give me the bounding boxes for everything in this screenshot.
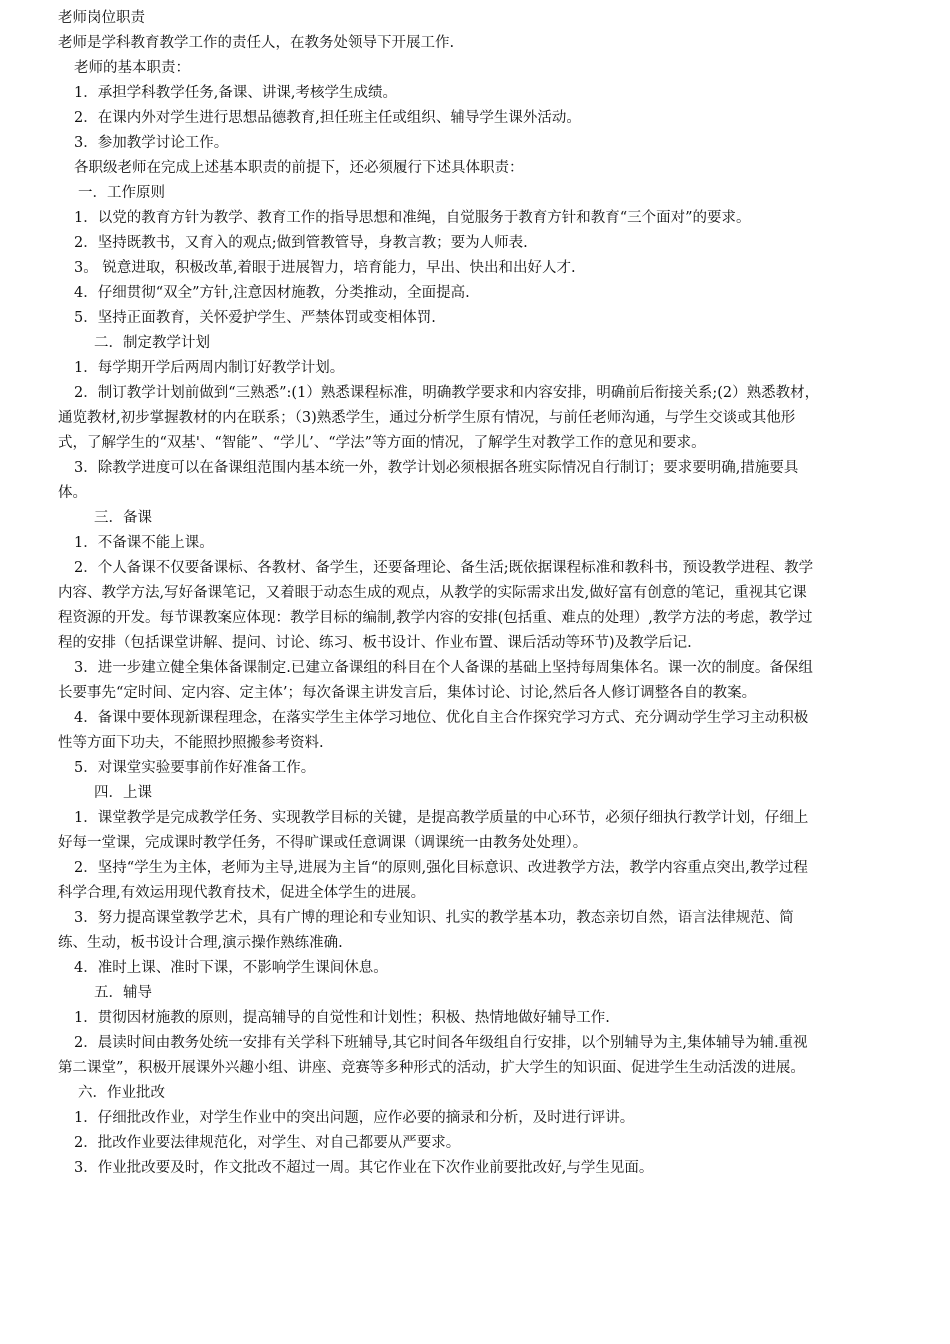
paragraph: 5．对课堂实验要事前作好准备工作。 <box>74 760 316 776</box>
section-heading: 五．辅导 <box>94 985 152 1001</box>
paragraph: 各职级老师在完成上述基本职责的前提下，还必须履行下述具体职责： <box>74 160 524 176</box>
section-heading: 一．工作原则 <box>78 185 165 201</box>
paragraph: 2．批改作业要法律规范化，对学生、对自己都要从严要求。 <box>74 1135 461 1151</box>
paragraph: 1．不备课不能上课。 <box>74 535 214 551</box>
paragraph: 3．作业批改要及时，作文批改不超过一周。其它作业在下次作业前要批改好,与学生见面。 <box>74 1160 654 1176</box>
paragraph: 3．进一步建立健全集体备课制定.已建立备课组的科目在个人备课的基础上坚持每周集体名。课一次的制度。备保组长要事先“定时间、定内容、定主体’；每次备课主讲发言后，集体讨论、讨论,然后各人修订调整各自的教案。 <box>58 660 813 701</box>
paragraph: 1．仔细批改作业，对学生作业中的突出问题，应作必要的摘录和分析，及时进行评讲。 <box>74 1110 635 1126</box>
paragraph: 1．承担学科教学任务,备课、讲课,考核学生成绩。 <box>74 85 397 101</box>
paragraph: 4．仔细贯彻“双全”方针,注意因材施教，分类推动，全面提高. <box>74 285 470 301</box>
paragraph: 5．坚持正面教育，关怀爱护学生、严禁体罚或变相体罚. <box>74 310 436 326</box>
section-heading: 二．制定教学计划 <box>94 335 210 351</box>
paragraph: 1．课堂教学是完成教学任务、实现教学目标的关键，是提高教学质量的中心环节，必须仔细执行教学计划，仔细上好每一堂课，完成课时教学任务，不得旷课或任意调课（调课统一由教务处处理）。 <box>58 810 809 851</box>
paragraph: 2．晨读时间由教务处统一安排有关学科下班辅导,其它时间各年级组自行安排，以个别辅导为主,集体辅导为辅.重视第二课堂”，积极开展课外兴趣小组、讲座、竞赛等多种形式的活动，扩大学生的知识面、促进学生生动活泼的进展。 <box>58 1035 808 1076</box>
paragraph: 4．准时上课、准时下课，不影响学生课间休息。 <box>74 960 388 976</box>
section-heading: 六．作业批改 <box>78 1085 165 1101</box>
paragraph: 1．以党的教育方针为教学、教育工作的指导思想和准绳，自觉服务于教育方针和教育“三个面对”的要求。 <box>74 210 751 226</box>
document-title: 老师岗位职责 <box>58 10 145 26</box>
paragraph: 1．每学期开学后两周内制订好教学计划。 <box>74 360 345 376</box>
paragraph: 2．坚持“学生为主体，老师为主导,进展为主旨“的原则,强化目标意识、改进教学方法，教学内容重点突出,教学过程科学合理,有效运用现代教育技术，促进全体学生的进展。 <box>58 860 808 901</box>
paragraph: 老师的基本职责： <box>74 60 190 76</box>
section-heading: 四．上课 <box>94 785 152 801</box>
paragraph: 4．备课中要体现新课程理念，在落实学生主体学习地位、优化自主合作探究学习方式、充分调动学生学习主动积极性等方面下功夫，不能照抄照搬参考资料. <box>58 710 809 751</box>
document-body <box>58 56 820 1181</box>
paragraph: 2．坚持既教书，又育入的观点;做到管教管导，身教言教；要为人师表. <box>74 235 528 251</box>
paragraph: 1．贯彻因材施教的原则，提高辅导的自觉性和计划性；积极、热情地做好辅导工作. <box>74 1010 610 1026</box>
paragraph: 2．个人备课不仅要备课标、各教材、备学生，还要备理论、备生活;既依据课程标准和教科书，预设教学进程、教学内容、教学方法,写好备课笔记，又着眼于动态生成的观点，从教学的实际需求出发,做好富有创意的笔记，重视其它课程资源的开发。每节课教案应体现：教学目标的编制,教学内容的安排(包括重、难点的处理）,教学方法的考虑，教学过程的安排（包括课堂讲解、提问、讨论、练习、板书设计、作业布置、课后活动等环节)及教学后记. <box>58 560 814 651</box>
paragraph: 3．参加教学讨论工作。 <box>74 135 229 151</box>
section-heading: 三．备课 <box>94 510 152 526</box>
paragraph: 3。 锐意进取，积极改革,着眼于进展智力，培育能力，早出、快出和出好人才. <box>74 260 576 276</box>
paragraph: 3．除教学进度可以在备课组范围内基本统一外，教学计划必须根据各班实际情况自行制订；要求要明确,措施要具体。 <box>58 460 799 501</box>
paragraph: 2．在课内外对学生进行思想品德教育,担任班主任或组织、辅导学生课外活动。 <box>74 110 581 126</box>
paragraph: 3．努力提高课堂教学艺术，具有广博的理论和专业知识、扎实的教学基本功，教态亲切自然，语言法律规范、简练、生动，板书设计合理,演示操作熟练准确. <box>58 910 794 951</box>
paragraph: 2．制订教学计划前做到“三熟悉”:(1）熟悉课程标准，明确教学要求和内容安排，明确前后衔接关系;(2）熟悉教材，通览教材,初步掌握教材的内在联系；（3)熟悉学生，通过分析学生原有情况，与前任老师沟通，与学生交谈或其他形式，了解学生的“双基'、“智能”、“学儿’、“学法”等方面的情况，了解学生对教学工作的意见和要求。 <box>58 385 820 451</box>
document-intro: 老师是学科教育教学工作的责任人，在教务处领导下开展工作. <box>58 35 455 51</box>
